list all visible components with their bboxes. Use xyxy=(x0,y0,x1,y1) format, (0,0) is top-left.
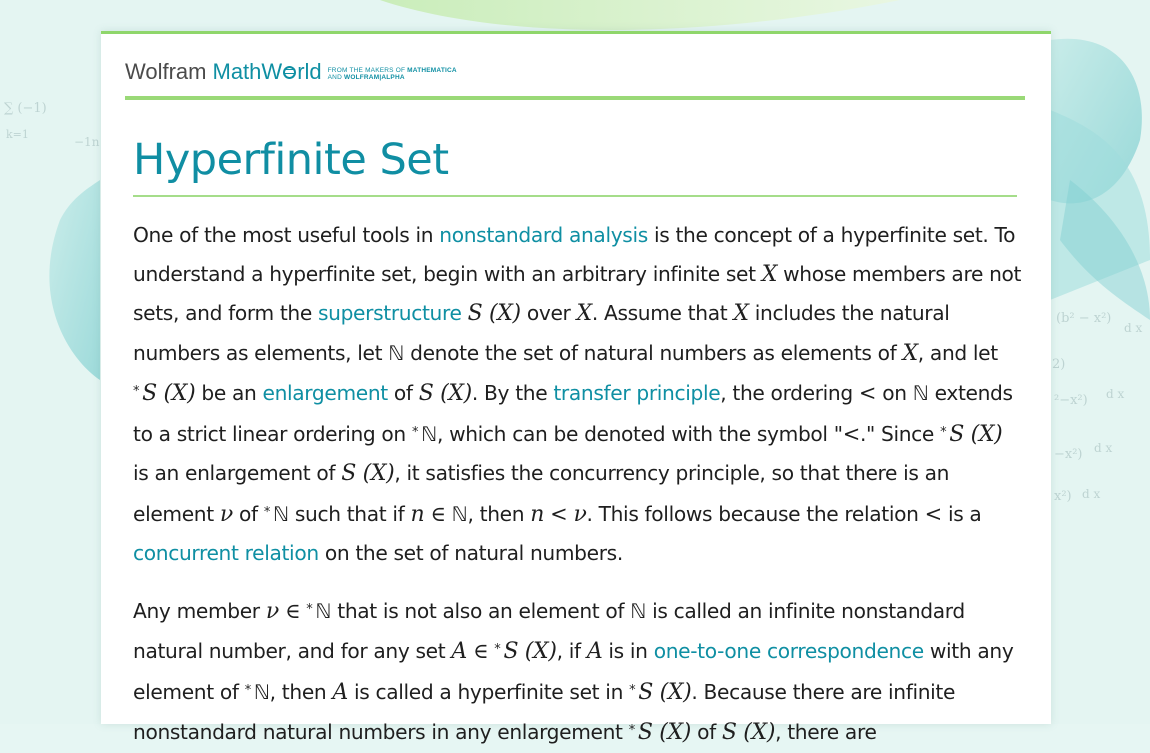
link-superstructure[interactable]: superstructure xyxy=(317,301,462,325)
link-nonstandard-analysis[interactable]: nonstandard analysis xyxy=(439,223,648,247)
logo-wolfram-text: Wolfram xyxy=(125,59,207,84)
page-card xyxy=(101,31,1051,745)
svg-text:−x²): −x²) xyxy=(1054,447,1083,462)
svg-text:d x: d x xyxy=(1124,321,1143,335)
logo-rld-text: rld xyxy=(297,59,322,84)
link-concurrent-relation[interactable]: concurrent relation xyxy=(133,541,319,565)
svg-text:d x: d x xyxy=(1094,441,1113,455)
svg-text:d x: d x xyxy=(1106,387,1125,401)
svg-text:∑ (−1): ∑ (−1) xyxy=(4,101,47,116)
logo-math-text: MathW xyxy=(212,59,283,84)
site-header xyxy=(125,58,1025,100)
math-x: X xyxy=(761,261,778,287)
svg-text:²−x²): ²−x²) xyxy=(1054,393,1088,408)
svg-text:k=1: k=1 xyxy=(6,128,29,141)
paragraph-1: One of the most useful tools in nonstandard analysis is the concept of a hyperfinite set. To understand a hyperfinite set, begin with an arbitrary infinite set X whose members are not sets, and form the superstructure S (X) over X. Assume that X includes the natural numbers as elements, let ℕ denote the set of natural numbers as elements of X, and let * S (X) be an enlargement of S (X). By the transfer principle, the ordering < on ℕ extends to a strict linear ordering on * ℕ, which can be denoted with the symbol "<." Since * S (X) is an enlargement of S (X), it satisfies the concurrency principle, so that there is an element ν of * ℕ such that if n ∈ ℕ, then n < ν. This follows because the relation < is a concurrent relation on the set of natural numbers. xyxy=(133,223,1022,565)
link-transfer-principle[interactable]: transfer principle xyxy=(553,381,721,405)
link-one-to-one-correspondence[interactable]: one-to-one correspondence xyxy=(653,639,924,663)
article-body xyxy=(133,216,1023,753)
svg-text:(b² − x²): (b² − x²) xyxy=(1056,311,1112,326)
link-enlargement[interactable]: enlargement xyxy=(262,381,388,405)
title-divider xyxy=(133,195,1017,197)
math-naturals: ℕ xyxy=(388,340,405,365)
svg-text:2): 2) xyxy=(1052,357,1066,372)
svg-text:x²): x²) xyxy=(1054,489,1072,504)
svg-text:d x: d x xyxy=(1082,487,1101,501)
svg-text:−1n: −1n xyxy=(74,135,100,149)
paragraph-2: Any member ν ∈ * ℕ that is not also an element of ℕ is called an infinite nonstandard natural number, and for any set A ∈ * S (X), if A is in one-to-one correspondence with any element of * ℕ, then A is called a hyperfinite set in * S (X). Because there are infinite nonstandard natural numbers in any enlargement * S (X) of S (X), there are xyxy=(133,598,1014,745)
logo-tagline: FROM THE MAKERS OF MATHEMATICA AND WOLFRAM|ALPHA xyxy=(327,67,457,81)
math-sx: S (X) xyxy=(467,301,521,326)
mathworld-logo[interactable] xyxy=(125,58,457,86)
globe-icon xyxy=(283,66,296,79)
page-title: Hyperfinite Set xyxy=(133,135,449,185)
